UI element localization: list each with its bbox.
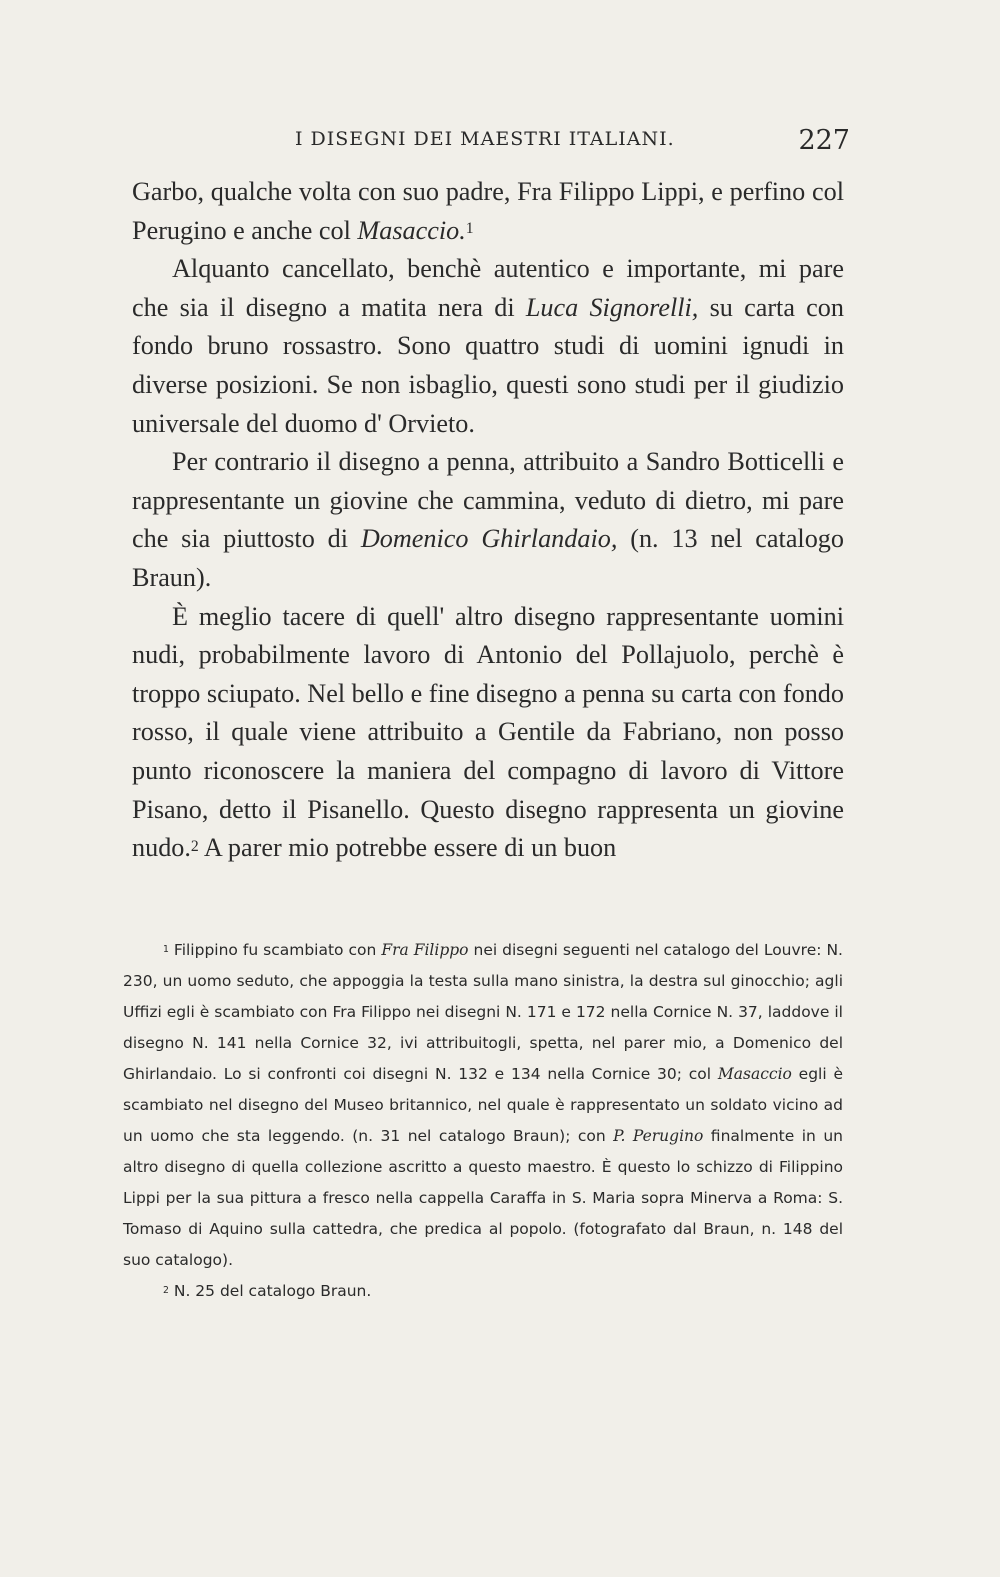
body-paragraph: [132, 173, 844, 250]
body-paragraph: [132, 250, 844, 443]
italic-text: Luca Signorelli,: [525, 292, 699, 322]
text-run: Per contrario il disegno a penna, attribuito a Sandro Botticelli e rappresentante un giovine che cammina, veduto di dietro, mi pare che sia piuttosto di: [132, 447, 844, 554]
text-run: nei disegni seguenti nel catalogo del Louvre: N. 230, un uomo seduto, che appoggia la testa sulla mano sinistra, la destra sul ginocchio; agli Uffizi egli è scambiato con Fra Filippo nei disegni N. 171 e 172 nella Cornice N. 37, laddove il disegno N. 141 nella Cornice 32, ivi attribuitogli, spetta, nel parer mio, a Domenico del Ghirlandaio. Lo si confronti coi disegni N. 132 e 134 nella Cornice 30; col: [123, 941, 843, 1083]
text-run: su carta con fondo bruno rossastro. Sono quattro studi di uomini ignudi in diverse posizioni. Se non isbaglio, questi sono studi per il giudizio universale del duomo d' Orvieto.: [132, 292, 844, 438]
footnote: [123, 935, 843, 1276]
text-run: (n. 13 nel catalogo Braun).: [132, 524, 844, 592]
text-run: Alquanto cancellato, benchè autentico e importante, mi pare che sia il disegno a matita nera di: [132, 254, 844, 322]
body-text: [132, 173, 844, 868]
page-number: 227: [798, 125, 850, 156]
footnote-marker: 2: [163, 1285, 169, 1297]
italic-text: Masaccio: [717, 1065, 792, 1083]
body-paragraph: [132, 598, 844, 868]
text-run: finalmente in un altro disegno di quella collezione ascritto a questo maestro. È questo lo schizzo di Filippino Lippi per la sua pittura a fresco nella cappella Caraffa in S. Maria sopra Minerva a Roma: S. Tomaso di Aquino sulla cattedra, che predica al popolo. (fotografato dal Braun, n. 148 del suo catalogo).: [123, 1127, 843, 1269]
text-run: egli è scambiato nel disegno del Museo britannico, nel quale è rappresentato un soldato vicino ad un uomo che sta leggendo. (n. 31 nel catalogo Braun); con: [123, 1065, 843, 1145]
running-title: I DISEGNI DEI MAESTRI ITALIANI.: [295, 128, 675, 150]
footnote-marker: 1: [163, 944, 169, 956]
text-run: Garbo, qualche volta con suo padre, Fra Filippo Lippi, e perfino col Perugino e anche col: [132, 177, 844, 245]
text-run: Filippino fu scambiato con: [168, 941, 382, 959]
footnote-marker: 1: [465, 220, 474, 238]
italic-text: P. Perugino: [613, 1127, 704, 1145]
page-header: [130, 125, 850, 160]
footnote-marker: 2: [190, 837, 199, 855]
italic-text: Fra Filippo: [381, 941, 469, 959]
text-run: N. 25 del catalogo Braun.: [168, 1282, 372, 1300]
italic-text: Masaccio.: [357, 215, 466, 245]
text-run: È meglio tacere di quell' altro disegno rappresentante uomini nudi, probabilmente lavoro di Antonio del Pollajuolo, perchè è troppo sciupato. Nel bello e fine disegno a penna su carta con fondo rosso, il quale viene attribuito a Gentile da Fabriano, non posso punto riconoscere la maniera del compagno di lavoro di Vittore Pisano, detto il Pisanello. Questo disegno rappresenta un giovine nudo.: [132, 601, 844, 863]
text-run: A parer mio potrebbe essere di un buon: [198, 833, 617, 863]
italic-text: Domenico Ghirlandaio,: [360, 524, 618, 554]
footnote: [123, 1276, 843, 1307]
footnotes: [123, 935, 843, 1307]
body-paragraph: [132, 443, 844, 597]
